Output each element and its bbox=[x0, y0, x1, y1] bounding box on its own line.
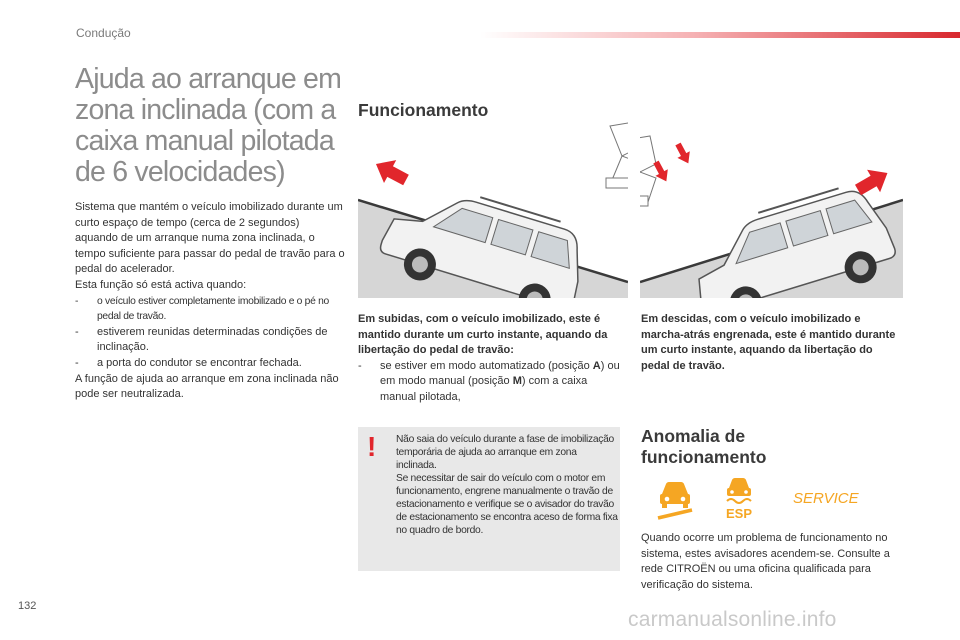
uphill-bullet-part: se estiver em modo automatizado (posição bbox=[380, 359, 593, 372]
car-silhouette bbox=[681, 178, 902, 298]
page-number: 132 bbox=[18, 600, 37, 612]
intro-paragraph: Sistema que mantém o veículo imobilizado durante um curto espaço de tempo (cerca de 2 segundos) aquando de um arranque numa zona inclinada, o tempo suficiente para passar do pedal de travão para o pedal do acelerador. bbox=[75, 201, 345, 276]
bullet-dash: - bbox=[75, 356, 79, 369]
warning-text bbox=[396, 433, 618, 537]
intro-section bbox=[75, 200, 345, 403]
uphill-bold-text: Em subidas, com o veículo imobilizado, este é mantido durante um curto instante, aquando da libertação do pedal de travão: bbox=[358, 313, 608, 357]
bullet-dash: - bbox=[358, 359, 362, 372]
condition-bullet bbox=[75, 294, 345, 325]
condition-bullet bbox=[75, 356, 345, 372]
condition-text: o veículo estiver completamente imobilizado e o pé no pedal de travão. bbox=[97, 295, 329, 323]
section-label: Condução bbox=[76, 26, 131, 40]
mode-m-label: M bbox=[512, 375, 522, 388]
funcionamento-heading: Funcionamento bbox=[358, 100, 489, 120]
downhill-description: Em descidas, com o veículo imobilizado e marcha-atrás engrenada, este é mantido durante um curto instante, aquando da libertação do pedal de travão. bbox=[641, 313, 896, 372]
condition-text: estiverem reunidas determinadas condições de inclinação. bbox=[97, 325, 328, 354]
page-title: Ajuda ao arranque em zona inclinada (com a caixa manual pilotada de 6 velocidades) bbox=[75, 63, 342, 188]
warning-lamps-row bbox=[655, 476, 905, 520]
esp-warning-icon bbox=[726, 478, 752, 520]
motion-arrow-icon bbox=[370, 153, 412, 192]
bullet-dash: - bbox=[75, 295, 79, 307]
hill-assist-warning-icon bbox=[658, 482, 692, 518]
uphill-bullet-part: ) com a caixa manual pilotada, bbox=[380, 375, 588, 403]
uphill-bullet bbox=[358, 359, 623, 406]
intro-closing: A função de ajuda ao arranque em zona inclinada não pode ser neutralizada. bbox=[75, 372, 339, 401]
anomalia-heading: Anomalia de funcionamento bbox=[641, 426, 767, 467]
downhill-car-illustration bbox=[640, 120, 903, 298]
anomalia-description: Quando ocorre um problema de funcionamento no sistema, estes avisadores acendem-se. Consulte a rede CITROËN ou uma oficina qualificada para verificação do sistema. bbox=[641, 532, 890, 591]
bullet-dash: - bbox=[75, 325, 79, 338]
warning-box bbox=[358, 427, 620, 571]
warning-exclamation-icon: ! bbox=[367, 431, 377, 462]
uphill-bullet-part: ) ou em modo manual (posição bbox=[380, 359, 620, 388]
mode-a-label: A bbox=[592, 359, 601, 372]
condition-bullet bbox=[75, 325, 345, 356]
header-gradient-bar bbox=[480, 32, 960, 38]
warning-line: Se necessitar de sair do veículo com o motor em funcionamento, engrene manualmente o travão de estacionamento e verifique se o avisador do travão de estacionamento se encontra aceso de forma fixa no quadro de bordo. bbox=[396, 473, 618, 536]
motion-arrow-icon bbox=[672, 141, 695, 167]
watermark: carmanualsonline.info bbox=[628, 608, 837, 631]
warning-line: Não saia do veículo durante a fase de imobilização temporária de ajuda ao arranque em zona inclinada. bbox=[396, 434, 614, 471]
condition-text: a porta do condutor se encontrar fechada. bbox=[97, 356, 302, 369]
brake-pedal-icon bbox=[640, 136, 656, 206]
uphill-description bbox=[358, 312, 623, 406]
esp-label: ESP bbox=[725, 506, 753, 520]
service-warning-icon: SERVICE bbox=[793, 490, 859, 507]
conditions-intro: Esta função só está activa quando: bbox=[75, 278, 247, 291]
brake-pedal-icon bbox=[606, 122, 628, 188]
uphill-car-illustration bbox=[358, 120, 628, 298]
